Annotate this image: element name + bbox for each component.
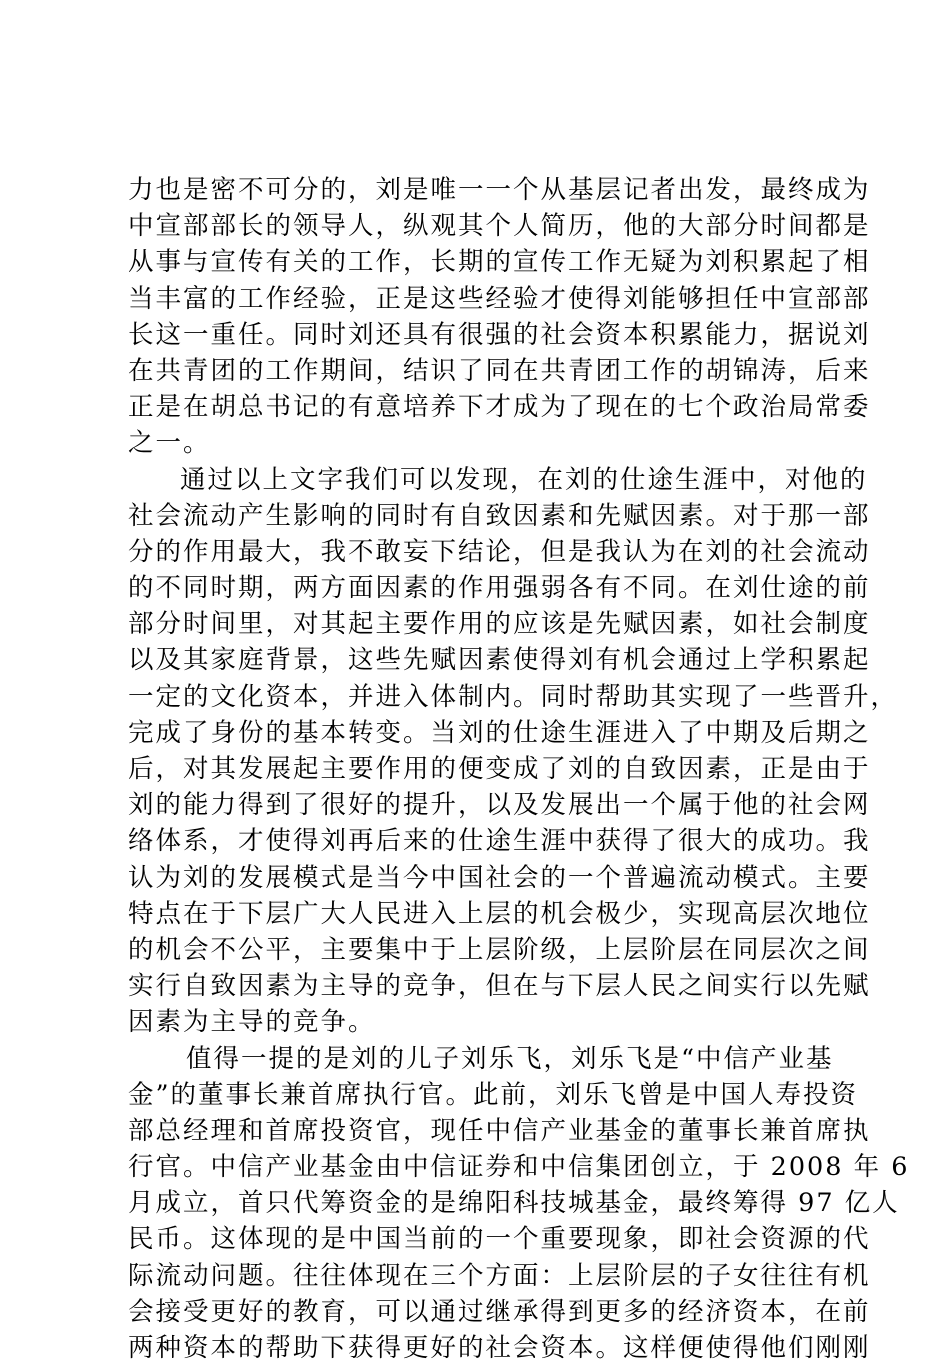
text-line: 一定的文化资本，并进入体制内。同时帮助其实现了一些晋升， (128, 679, 828, 715)
text-line: 完成了身份的基本转变。当刘的仕途生涯进入了中期及后期之 (128, 715, 828, 751)
text-line: 从事与宣传有关的工作，长期的宣传工作无疑为刘积累起了相 (128, 244, 828, 280)
paragraph-1 (128, 172, 828, 462)
text-line: 力也是密不可分的，刘是唯一一个从基层记者出发，最终成为 (128, 172, 828, 208)
paragraph-3 (128, 1041, 828, 1366)
text-line: 月成立，首只代筹资金的是绵阳科技城基金，最终筹得 97 亿人 (128, 1185, 828, 1221)
text-line: 的不同时期，两方面因素的作用强弱各有不同。在刘仕途的前 (128, 570, 828, 606)
text-line: 部总经理和首席投资官，现任中信产业基金的董事长兼首席执 (128, 1113, 828, 1149)
text-line: 的机会不公平，主要集中于上层阶级，上层阶层在同层次之间 (128, 932, 828, 968)
text-line: 因素为主导的竞争。 (128, 1004, 828, 1040)
text-line: 两种资本的帮助下获得更好的社会资本。这样便使得他们刚刚 (128, 1330, 828, 1366)
text-line: 正是在胡总书记的有意培养下才成为了现在的七个政治局常委 (128, 389, 828, 425)
text-line: 在共青团的工作期间，结识了同在共青团工作的胡锦涛，后来 (128, 353, 828, 389)
text-line: 行官。中信产业基金由中信证券和中信集团创立，于 2008 年 6 (128, 1149, 828, 1185)
text-line: 当丰富的工作经验，正是这些经验才使得刘能够担任中宣部部 (128, 281, 828, 317)
text-line: 特点在于下层广大人民进入上层的机会极少，实现高层次地位 (128, 896, 828, 932)
text-line: 之一。 (128, 425, 828, 461)
text-line: 金”的董事长兼首席执行官。此前，刘乐飞曾是中国人寿投资 (128, 1077, 828, 1113)
text-line: 实行自致因素为主导的竞争，但在与下层人民之间实行以先赋 (128, 968, 828, 1004)
text-line: 长这一重任。同时刘还具有很强的社会资本积累能力，据说刘 (128, 317, 828, 353)
text-line: 社会流动产生影响的同时有自致因素和先赋因素。对于那一部 (128, 498, 828, 534)
text-line: 部分时间里，对其起主要作用的应该是先赋因素，如社会制度 (128, 606, 828, 642)
text-line: 民币。这体现的是中国当前的一个重要现象，即社会资源的代 (128, 1221, 828, 1257)
text-line: 值得一提的是刘的儿子刘乐飞，刘乐飞是“中信产业基 (128, 1041, 828, 1077)
text-line: 分的作用最大，我不敢妄下结论，但是我认为在刘的社会流动 (128, 534, 828, 570)
text-line: 认为刘的发展模式是当今中国社会的一个普遍流动模式。主要 (128, 860, 828, 896)
text-line: 刘的能力得到了很好的提升，以及发展出一个属于他的社会网 (128, 787, 828, 823)
text-line: 络体系，才使得刘再后来的仕途生涯中获得了很大的成功。我 (128, 823, 828, 859)
text-line: 通过以上文字我们可以发现，在刘的仕途生涯中，对他的 (128, 462, 828, 498)
text-line: 际流动问题。往往体现在三个方面：上层阶层的子女往往有机 (128, 1258, 828, 1294)
paragraph-2 (128, 462, 828, 1041)
text-line: 后，对其发展起主要作用的便变成了刘的自致因素，正是由于 (128, 751, 828, 787)
body-text (128, 172, 828, 1366)
text-line: 会接受更好的教育，可以通过继承得到更多的经济资本，在前 (128, 1294, 828, 1330)
text-line: 以及其家庭背景，这些先赋因素使得刘有机会通过上学积累起 (128, 642, 828, 678)
text-line: 中宣部部长的领导人，纵观其个人简历，他的大部分时间都是 (128, 208, 828, 244)
